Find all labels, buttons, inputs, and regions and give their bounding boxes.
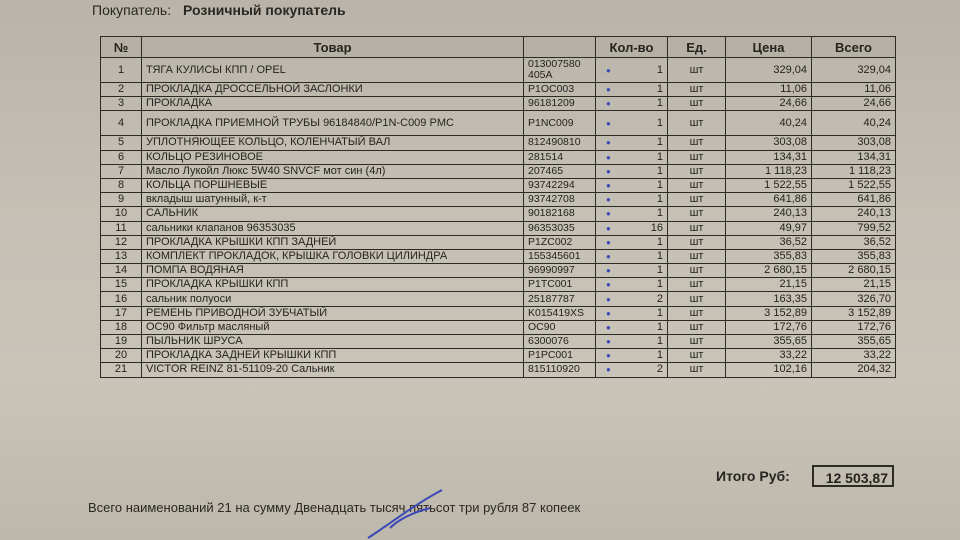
table-row bbox=[101, 178, 896, 192]
cell-price: 355,65 bbox=[726, 335, 812, 349]
qty-value: 1 bbox=[656, 193, 663, 206]
cell-num: 5 bbox=[101, 136, 142, 150]
buyer-value: Розничный покупатель bbox=[183, 2, 346, 18]
table-row bbox=[101, 164, 896, 178]
table-row bbox=[101, 320, 896, 334]
table-row bbox=[101, 221, 896, 235]
cell-price: 24,66 bbox=[726, 97, 812, 111]
cell-unit: шт bbox=[668, 249, 726, 263]
cell-qty bbox=[596, 278, 668, 292]
cell-num: 21 bbox=[101, 363, 142, 377]
qty-value: 1 bbox=[656, 349, 663, 362]
cell-code: OC90 bbox=[524, 320, 596, 334]
cell-qty bbox=[596, 221, 668, 235]
cell-item-name: КОМПЛЕКТ ПРОКЛАДОК, КРЫШКА ГОЛОВКИ ЦИЛИНДРА bbox=[142, 249, 524, 263]
cell-code: 207465 bbox=[524, 164, 596, 178]
cell-total: 799,52 bbox=[812, 221, 896, 235]
cell-code: 013007580 405A bbox=[524, 58, 596, 83]
cell-item-name: САЛЬНИК bbox=[142, 207, 524, 221]
cell-qty bbox=[596, 150, 668, 164]
cell-num: 13 bbox=[101, 249, 142, 263]
cell-item-name: УПЛОТНЯЮЩЕЕ КОЛЬЦО, КОЛЕНЧАТЫЙ ВАЛ bbox=[142, 136, 524, 150]
col-header-total: Всего bbox=[812, 37, 896, 58]
cell-price: 36,52 bbox=[726, 235, 812, 249]
qty-value: 1 bbox=[656, 278, 663, 291]
cell-price: 1 118,23 bbox=[726, 164, 812, 178]
cell-unit: шт bbox=[668, 221, 726, 235]
cell-price: 240,13 bbox=[726, 207, 812, 221]
cell-num: 7 bbox=[101, 164, 142, 178]
cell-item-name: ПРОКЛАДКА ПРИЕМНОЙ ТРУБЫ 96184840/P1N-C009 PMC bbox=[142, 111, 524, 136]
cell-unit: шт bbox=[668, 58, 726, 83]
cell-qty bbox=[596, 235, 668, 249]
qty-value: 1 bbox=[656, 164, 663, 177]
cell-unit: шт bbox=[668, 264, 726, 278]
buyer-label: Покупатель: bbox=[92, 2, 172, 18]
cell-code: 93742708 bbox=[524, 193, 596, 207]
cell-price: 40,24 bbox=[726, 111, 812, 136]
cell-item-name: сальники клапанов 96353035 bbox=[142, 221, 524, 235]
cell-unit: шт bbox=[668, 292, 726, 306]
qty-value: 2 bbox=[656, 363, 663, 376]
pen-tick-mark: ● bbox=[606, 99, 611, 109]
qty-value: 1 bbox=[656, 136, 663, 149]
cell-unit: шт bbox=[668, 278, 726, 292]
cell-price: 134,31 bbox=[726, 150, 812, 164]
cell-qty bbox=[596, 164, 668, 178]
cell-item-name: ПРОКЛАДКА КРЫШКИ КПП bbox=[142, 278, 524, 292]
cell-num: 12 bbox=[101, 235, 142, 249]
cell-total: 303,08 bbox=[812, 136, 896, 150]
pen-tick-mark: ● bbox=[606, 322, 611, 332]
pen-tick-mark: ● bbox=[606, 237, 611, 247]
table-row bbox=[101, 249, 896, 263]
cell-code: P1TC001 bbox=[524, 278, 596, 292]
cell-price: 2 680,15 bbox=[726, 264, 812, 278]
table-row bbox=[101, 207, 896, 221]
cell-qty bbox=[596, 363, 668, 377]
cell-qty bbox=[596, 264, 668, 278]
cell-unit: шт bbox=[668, 193, 726, 207]
cell-code: 6300076 bbox=[524, 335, 596, 349]
cell-total: 40,24 bbox=[812, 111, 896, 136]
cell-total: 329,04 bbox=[812, 58, 896, 83]
pen-tick-mark: ● bbox=[606, 294, 611, 304]
pen-tick-mark: ● bbox=[606, 351, 611, 361]
cell-code: 155345601 bbox=[524, 249, 596, 263]
qty-value: 1 bbox=[656, 320, 663, 333]
qty-value: 1 bbox=[656, 306, 663, 319]
table-row bbox=[101, 292, 896, 306]
cell-price: 329,04 bbox=[726, 58, 812, 83]
pen-tick-mark: ● bbox=[606, 85, 611, 95]
total-value: 12 503,87 bbox=[812, 465, 894, 487]
cell-price: 1 522,55 bbox=[726, 178, 812, 192]
cell-price: 11,06 bbox=[726, 83, 812, 97]
pen-tick-mark: ● bbox=[606, 365, 611, 375]
cell-item-name: сальник полуоси bbox=[142, 292, 524, 306]
cell-qty bbox=[596, 193, 668, 207]
cell-unit: шт bbox=[668, 136, 726, 150]
cell-num: 11 bbox=[101, 221, 142, 235]
cell-total: 355,83 bbox=[812, 249, 896, 263]
cell-item-name: ПРОКЛАДКА КРЫШКИ КПП ЗАДНЕЙ bbox=[142, 235, 524, 249]
cell-price: 303,08 bbox=[726, 136, 812, 150]
cell-code: 96990997 bbox=[524, 264, 596, 278]
cell-qty bbox=[596, 306, 668, 320]
pen-tick-mark: ● bbox=[606, 195, 611, 205]
cell-qty bbox=[596, 111, 668, 136]
cell-unit: шт bbox=[668, 111, 726, 136]
col-header-num: № bbox=[101, 37, 142, 58]
cell-total: 355,65 bbox=[812, 335, 896, 349]
cell-num: 16 bbox=[101, 292, 142, 306]
pen-tick-mark: ● bbox=[606, 308, 611, 318]
cell-qty bbox=[596, 249, 668, 263]
cell-item-name: VICTOR REINZ 81-51109-20 Сальник bbox=[142, 363, 524, 377]
qty-value: 1 bbox=[656, 83, 663, 96]
cell-qty bbox=[596, 292, 668, 306]
table-row bbox=[101, 136, 896, 150]
cell-total: 36,52 bbox=[812, 235, 896, 249]
pen-tick-mark: ● bbox=[606, 280, 611, 290]
cell-code: 812490810 bbox=[524, 136, 596, 150]
cell-total: 204,32 bbox=[812, 363, 896, 377]
table-row bbox=[101, 306, 896, 320]
cell-qty bbox=[596, 83, 668, 97]
cell-unit: шт bbox=[668, 97, 726, 111]
cell-price: 102,16 bbox=[726, 363, 812, 377]
cell-price: 49,97 bbox=[726, 221, 812, 235]
cell-total: 326,70 bbox=[812, 292, 896, 306]
cell-item-name: ТЯГА КУЛИСЫ КПП / OPEL bbox=[142, 58, 524, 83]
cell-num: 18 bbox=[101, 320, 142, 334]
cell-item-name: вкладыш шатунный, к-т bbox=[142, 193, 524, 207]
cell-code: P1NC009 bbox=[524, 111, 596, 136]
col-header-unit: Ед. bbox=[668, 37, 726, 58]
cell-num: 1 bbox=[101, 58, 142, 83]
table-row bbox=[101, 278, 896, 292]
cell-code: 96353035 bbox=[524, 221, 596, 235]
cell-total: 3 152,89 bbox=[812, 306, 896, 320]
pen-tick-mark: ● bbox=[606, 209, 611, 219]
qty-value: 1 bbox=[656, 63, 663, 76]
cell-price: 163,35 bbox=[726, 292, 812, 306]
pen-tick-mark: ● bbox=[606, 138, 611, 148]
cell-code: P1PC001 bbox=[524, 349, 596, 363]
table-row bbox=[101, 97, 896, 111]
cell-item-name: ПЫЛЬНИК ШРУСА bbox=[142, 335, 524, 349]
cell-qty bbox=[596, 58, 668, 83]
cell-item-name: Масло Лукойл Люкс 5W40 SNVCF мот син (4л) bbox=[142, 164, 524, 178]
cell-unit: шт bbox=[668, 363, 726, 377]
cell-item-name: КОЛЬЦО РЕЗИНОВОЕ bbox=[142, 150, 524, 164]
cell-unit: шт bbox=[668, 235, 726, 249]
cell-unit: шт bbox=[668, 83, 726, 97]
cell-qty bbox=[596, 320, 668, 334]
cell-code: 281514 bbox=[524, 150, 596, 164]
cell-total: 21,15 bbox=[812, 278, 896, 292]
cell-code: 96181209 bbox=[524, 97, 596, 111]
cell-code: 25187787 bbox=[524, 292, 596, 306]
cell-code: 93742294 bbox=[524, 178, 596, 192]
pen-tick-mark: ● bbox=[606, 251, 611, 261]
table-row bbox=[101, 235, 896, 249]
cell-num: 9 bbox=[101, 193, 142, 207]
col-header-code bbox=[524, 37, 596, 58]
cell-price: 21,15 bbox=[726, 278, 812, 292]
table-header-row bbox=[101, 37, 896, 58]
cell-qty bbox=[596, 335, 668, 349]
cell-item-name: OC90 Фильтр масляный bbox=[142, 320, 524, 334]
buyer-line bbox=[92, 2, 346, 18]
cell-total: 2 680,15 bbox=[812, 264, 896, 278]
qty-value: 2 bbox=[656, 292, 663, 305]
cell-num: 8 bbox=[101, 178, 142, 192]
cell-num: 20 bbox=[101, 349, 142, 363]
qty-value: 1 bbox=[656, 97, 663, 110]
cell-num: 10 bbox=[101, 207, 142, 221]
col-header-qty: Кол-во bbox=[596, 37, 668, 58]
cell-price: 33,22 bbox=[726, 349, 812, 363]
invoice-table bbox=[100, 36, 896, 378]
pen-tick-mark: ● bbox=[606, 337, 611, 347]
table-row bbox=[101, 83, 896, 97]
amount-in-words: Всего наименований 21 на сумму Двенадцать тысяч пятьсот три рубля 87 копеек bbox=[88, 500, 581, 515]
cell-total: 1 118,23 bbox=[812, 164, 896, 178]
cell-total: 240,13 bbox=[812, 207, 896, 221]
table-row bbox=[101, 264, 896, 278]
table-row bbox=[101, 111, 896, 136]
table-row bbox=[101, 335, 896, 349]
pen-tick-mark: ● bbox=[606, 118, 611, 128]
cell-item-name: ПОМПА ВОДЯНАЯ bbox=[142, 264, 524, 278]
cell-qty bbox=[596, 207, 668, 221]
pen-tick-mark: ● bbox=[606, 166, 611, 176]
cell-qty bbox=[596, 136, 668, 150]
cell-item-name: ПРОКЛАДКА ДРОССЕЛЬНОЙ ЗАСЛОНКИ bbox=[142, 83, 524, 97]
table-row bbox=[101, 193, 896, 207]
table-body bbox=[101, 58, 896, 378]
cell-num: 3 bbox=[101, 97, 142, 111]
cell-unit: шт bbox=[668, 207, 726, 221]
table-row bbox=[101, 363, 896, 377]
cell-total: 641,86 bbox=[812, 193, 896, 207]
cell-num: 2 bbox=[101, 83, 142, 97]
cell-num: 14 bbox=[101, 264, 142, 278]
table-row bbox=[101, 150, 896, 164]
pen-tick-mark: ● bbox=[606, 266, 611, 276]
cell-total: 1 522,55 bbox=[812, 178, 896, 192]
cell-item-name: РЕМЕНЬ ПРИВОДНОЙ ЗУБЧАТЫЙ bbox=[142, 306, 524, 320]
cell-unit: шт bbox=[668, 178, 726, 192]
col-header-item: Товар bbox=[142, 37, 524, 58]
cell-qty bbox=[596, 97, 668, 111]
cell-num: 4 bbox=[101, 111, 142, 136]
cell-unit: шт bbox=[668, 164, 726, 178]
qty-value: 16 bbox=[650, 221, 663, 234]
cell-item-name: ПРОКЛАДКА bbox=[142, 97, 524, 111]
cell-qty bbox=[596, 178, 668, 192]
cell-price: 172,76 bbox=[726, 320, 812, 334]
signature-mark bbox=[360, 488, 450, 540]
cell-unit: шт bbox=[668, 335, 726, 349]
cell-item-name: КОЛЬЦА ПОРШНЕВЫЕ bbox=[142, 178, 524, 192]
cell-unit: шт bbox=[668, 306, 726, 320]
cell-unit: шт bbox=[668, 349, 726, 363]
cell-num: 17 bbox=[101, 306, 142, 320]
cell-total: 134,31 bbox=[812, 150, 896, 164]
cell-qty bbox=[596, 349, 668, 363]
qty-value: 1 bbox=[656, 235, 663, 248]
pen-tick-mark: ● bbox=[606, 152, 611, 162]
qty-value: 1 bbox=[656, 179, 663, 192]
qty-value: 1 bbox=[656, 249, 663, 262]
cell-total: 33,22 bbox=[812, 349, 896, 363]
qty-value: 1 bbox=[656, 116, 663, 129]
cell-code: K015419XS bbox=[524, 306, 596, 320]
qty-value: 1 bbox=[656, 264, 663, 277]
cell-item-name: ПРОКЛАДКА ЗАДНЕЙ КРЫШКИ КПП bbox=[142, 349, 524, 363]
table-row bbox=[101, 58, 896, 83]
cell-num: 19 bbox=[101, 335, 142, 349]
pen-tick-mark: ● bbox=[606, 223, 611, 233]
cell-unit: шт bbox=[668, 150, 726, 164]
cell-num: 6 bbox=[101, 150, 142, 164]
cell-total: 11,06 bbox=[812, 83, 896, 97]
pen-tick-mark: ● bbox=[606, 181, 611, 191]
cell-price: 641,86 bbox=[726, 193, 812, 207]
col-header-price: Цена bbox=[726, 37, 812, 58]
cell-price: 355,83 bbox=[726, 249, 812, 263]
cell-code: P1OC003 bbox=[524, 83, 596, 97]
qty-value: 1 bbox=[656, 207, 663, 220]
qty-value: 1 bbox=[656, 150, 663, 163]
cell-num: 15 bbox=[101, 278, 142, 292]
cell-code: 815110920 bbox=[524, 363, 596, 377]
total-label: Итого Руб: bbox=[716, 468, 790, 484]
qty-value: 1 bbox=[656, 335, 663, 348]
cell-total: 24,66 bbox=[812, 97, 896, 111]
table-row bbox=[101, 349, 896, 363]
cell-price: 3 152,89 bbox=[726, 306, 812, 320]
cell-code: P1ZC002 bbox=[524, 235, 596, 249]
cell-total: 172,76 bbox=[812, 320, 896, 334]
pen-tick-mark: ● bbox=[606, 65, 611, 75]
cell-code: 90182168 bbox=[524, 207, 596, 221]
cell-unit: шт bbox=[668, 320, 726, 334]
